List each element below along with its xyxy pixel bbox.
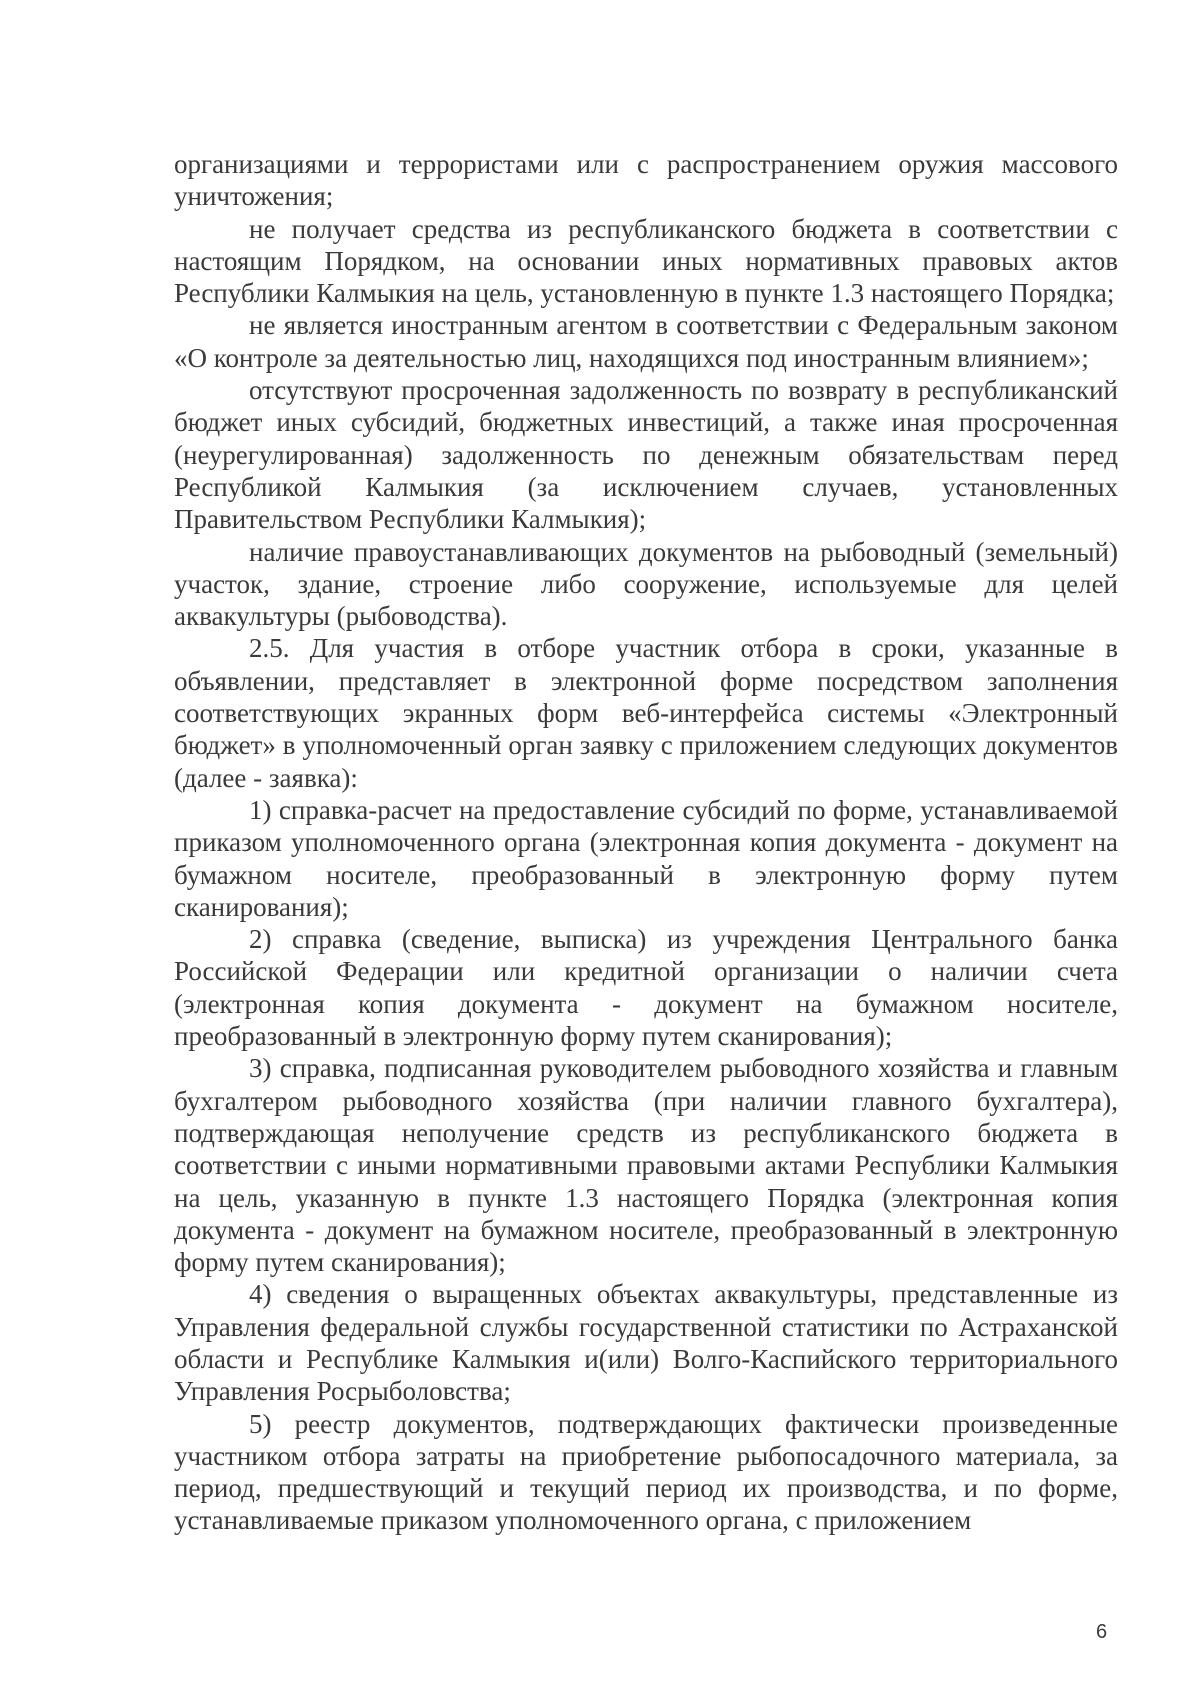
list-item-5: 5) реестр документов, подтверждающих фактически произведенные участником отбора затраты на приобретение рыбопосадочного материала, за период, предшествующий и текущий период их производства, и по форме, устанавливаемые приказом уполномоченного органа, с приложением bbox=[174, 1408, 1118, 1536]
list-item-1: 1) справка-расчет на предоставление субсидий по форме, устанавливаемой приказом уполномоченного органа (электронная копия документа - документ на бумажном носителе, преобразованный в электронную форму путем сканирования); bbox=[174, 794, 1118, 922]
paragraph-title-documents: наличие правоустанавливающих документов на рыбоводный (земельный) участок, здание, строение либо сооружение, используемые для целей аквакультуры (рыбоводства). bbox=[174, 536, 1118, 632]
paragraph-continuation: организациями и террористами или с распространением оружия массового уничтожения; bbox=[174, 149, 1118, 212]
paragraph-section-2-5: 2.5. Для участия в отборе участник отбора в сроки, указанные в объявлении, представляет в электронной форме посредством заполнения соответствующих экранных форм веб-интерфейса системы «Электронный бюджет» в уполномоченный орган заявку с приложением следующих документов (далее - заявка): bbox=[174, 633, 1118, 793]
page-number: 6 bbox=[1096, 1621, 1108, 1643]
document-body bbox=[174, 148, 1118, 1537]
paragraph-budget-funds: не получает средства из республиканского бюджета в соответствии с настоящим Порядком, на основании иных нормативных правовых актов Республики Калмыкия на цель, установленную в пункте 1.3 настоящего Порядка; bbox=[174, 213, 1118, 309]
paragraph-foreign-agent: не является иностранным агентом в соответствии с Федеральным законом «О контроле за деятельностью лиц, находящихся под иностранным влиянием»; bbox=[174, 310, 1118, 373]
list-item-3: 3) справка, подписанная руководителем рыбоводного хозяйства и главным бухгалтером рыбоводного хозяйства (при наличии главного бухгалтера), подтверждающая неполучение средств из республиканского бюджета в соответствии с иными нормативными правовыми актами Республики Калмыкия на цель, указанную в пункте 1.3 настоящего Порядка (электронная копия документа - документ на бумажном носителе, преобразованный в электронную форму путем сканирования); bbox=[174, 1053, 1118, 1278]
list-item-4: 4) сведения о выращенных объектах аквакультуры, представленные из Управления федеральной службы государственной статистики по Астраханской области и Республике Калмыкия и(или) Волго-Каспийского территориального Управления Росрыболовства; bbox=[174, 1279, 1118, 1407]
list-item-2: 2) справка (сведение, выписка) из учреждения Центрального банка Российской Федерации или кредитной организации о наличии счета (электронная копия документа - документ на бумажном носителе, преобразованный в электронную форму путем сканирования); bbox=[174, 924, 1118, 1052]
paragraph-overdue-debt: отсутствуют просроченная задолженность по возврату в республиканский бюджет иных субсидий, бюджетных инвестиций, а также иная просроченная (неурегулированная) задолженность по денежным обязательствам перед Республикой Калмыкия (за исключением случаев, установленных Правительством Республики Калмыкия); bbox=[174, 375, 1118, 535]
